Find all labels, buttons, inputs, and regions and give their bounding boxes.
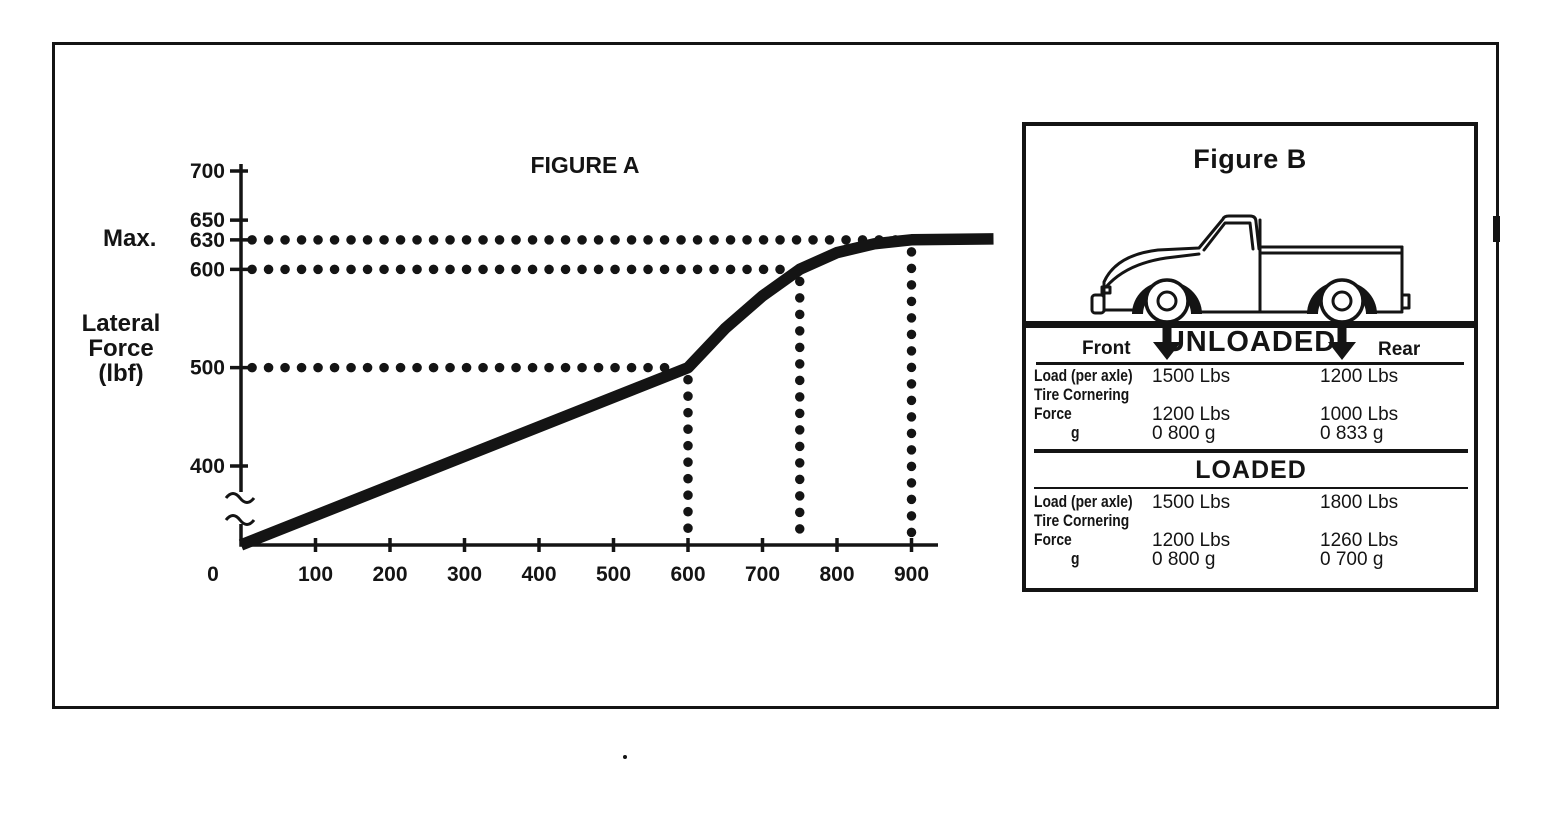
- rear-value: 1000 Lbs: [1320, 404, 1399, 425]
- x-tick-label: 0: [207, 563, 219, 586]
- axes: [241, 164, 938, 545]
- row-label: Force: [1034, 405, 1072, 423]
- row-label: g: [1070, 550, 1080, 568]
- table-row: [1034, 550, 1468, 569]
- front-value: 1200 Lbs: [1152, 530, 1231, 551]
- y-axis-label: Force: [88, 335, 154, 362]
- x-tick-label: 500: [595, 563, 632, 586]
- table-row: [1034, 405, 1468, 424]
- x-tick-label: 400: [521, 563, 557, 586]
- row-label: Load (per axle): [1034, 367, 1133, 385]
- x-tick-label: 200: [372, 563, 408, 586]
- row-label: Force: [1034, 531, 1072, 549]
- x-tick-label: 100: [297, 563, 334, 586]
- y-tick-label: 700: [189, 160, 225, 183]
- section-rule: [1034, 487, 1468, 490]
- table-row: [1034, 367, 1468, 386]
- y-tick-label: 630: [189, 228, 225, 252]
- x-tick-label: 700: [744, 563, 781, 586]
- front-value: 1200 Lbs: [1152, 404, 1231, 425]
- unloaded-header: UNLOADED: [1163, 326, 1337, 358]
- x-tick-label: 600: [670, 563, 706, 586]
- y-tick-label: 400: [189, 455, 225, 478]
- rear-hub: [1333, 292, 1351, 310]
- figure-a-title: FIGURE A: [530, 152, 640, 178]
- axle-load-table: [1034, 367, 1468, 569]
- y-tick-label: 650: [189, 209, 225, 233]
- pickup-truck-illustration: [1092, 216, 1409, 322]
- front-value: 0 800 g: [1152, 549, 1216, 570]
- row-label: Load (per axle): [1034, 493, 1133, 511]
- lateral-force-curve: [241, 239, 994, 545]
- figure-b-panel: [1022, 122, 1478, 592]
- max-label: Max.: [103, 225, 157, 252]
- y-axis-break-icon: [226, 516, 254, 525]
- y-axis-break-icon: [226, 494, 254, 503]
- table-row: [1034, 512, 1468, 531]
- table-row: [1034, 493, 1468, 512]
- loaded-header: LOADED: [1195, 455, 1307, 484]
- y-tick-label: 500: [189, 356, 225, 380]
- rear-value: 1200 Lbs: [1320, 366, 1399, 387]
- row-label: Tire Cornering: [1034, 386, 1130, 404]
- rear-value: 0 700 g: [1320, 549, 1384, 570]
- front-value: 1500 Lbs: [1152, 492, 1231, 513]
- row-label: g: [1070, 424, 1080, 442]
- rear-value: 1260 Lbs: [1320, 530, 1399, 551]
- table-row: [1034, 531, 1468, 550]
- row-label: Tire Cornering: [1034, 512, 1130, 530]
- y-tick-label: 600: [189, 258, 225, 282]
- rear-axle-label: Rear: [1378, 339, 1421, 360]
- rear-value: 0 833 g: [1320, 423, 1384, 444]
- table-row: [1034, 386, 1468, 405]
- x-tick-label: 800: [819, 563, 855, 586]
- rear-value: 1800 Lbs: [1320, 492, 1399, 513]
- x-tick-label: 300: [446, 563, 483, 586]
- header-rule: [1036, 362, 1464, 365]
- x-tick-label: 900: [893, 563, 930, 586]
- y-axis-label: (lbf): [98, 360, 144, 387]
- figure-b-title: Figure B: [1193, 144, 1307, 174]
- front-value: 0 800 g: [1152, 423, 1216, 444]
- y-axis-label: Lateral: [81, 310, 161, 337]
- front-value: 1500 Lbs: [1152, 366, 1231, 387]
- front-axle-label: Front: [1082, 338, 1131, 359]
- table-row: [1034, 424, 1468, 443]
- front-hub: [1158, 292, 1176, 310]
